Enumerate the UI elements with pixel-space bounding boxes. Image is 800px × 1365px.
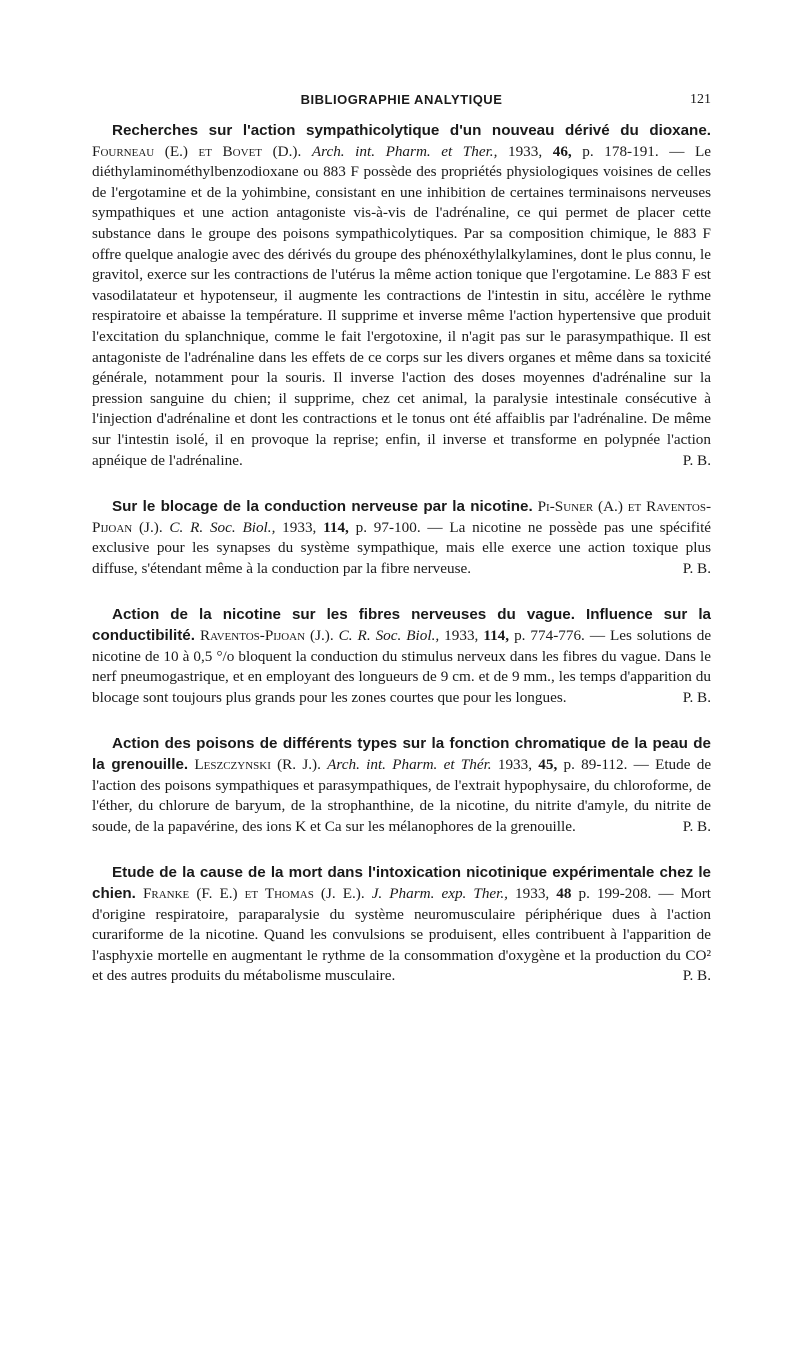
entry-journal: C. R. Soc. Biol., <box>169 518 276 536</box>
entry-authors: Pi-Suner (A.) et Raventos-Pijoan (J.). <box>92 498 711 536</box>
running-title: BIBLIOGRAPHIE ANALYTIQUE <box>300 92 503 107</box>
entry-journal: C. R. Soc. Biol., <box>338 627 440 645</box>
bibliography-entry <box>92 734 711 837</box>
entry-authors: Franke (F. E.) et Thomas (J. E.). <box>142 885 365 902</box>
entry-title: Etude de la cause de la mort dans l'intoxication nicotinique expérimentale chez le chien. <box>92 864 711 902</box>
entry-signature: P. B. <box>682 967 711 985</box>
entry-volume: 48 <box>556 885 572 902</box>
entry-pages: p. 774-776. — <box>514 627 606 645</box>
entry-pages: p. 97-100. — <box>355 518 443 536</box>
entry-body: Le diéthylaminométhylbenzodioxane ou 883 F possède des propriétés physiologiques voisines de celles de l'ergotamine et de la yohimbine, consistant en une inhibition de certaines terminaisons nerveuses sympathiques et une action antagoniste vis-à-vis de l'adrénaline, ce qui permet de placer cette substance dans le groupe des poisons sympathicolytiques. Par sa composition chimique, le 883 F offre quelque analogie avec des dérivés du groupe des phénoxéthylalkylamines, dont le plus connu, le gravitol, exerce sur les contractions de l'utérus la même action tonique que l'ergotamine. Le 883 F est vasodilatateur et hypotenseur, il augmente les contractions de l'intestin in situ, accélère le rythme respiratoire et abaisse la température. Il supprime et inverse même l'action hypertensive que produit l'excitation du splanchnique, comme le fait l'ergotoxine, il n'agit pas sur le parasympathique. Il est antagoniste de l'adrénaline dans les effets de ce corps sur les divers organes et même dans sa toxicité générale, notamment pour la souris. Il inverse l'action des doses moyennes d'adrénaline sur la pression sanguine du chien; il supprime, chez cet animal, la paralysie intestinale consécutive à l'injection d'adrénaline et dont les contractions et le tonus ont été affaiblis par l'adrénaline. De même sur l'intestin isolé, il en provoque la reprise; enfin, il inverse et transforme en polypnée l'action apnéique de l'adrénaline. <box>92 142 712 469</box>
entry-paragraph <box>92 734 711 837</box>
entry-signature: P. B. <box>682 559 711 577</box>
bibliography-entry <box>92 497 711 579</box>
bibliography-entry <box>92 121 711 471</box>
entry-signature: P. B. <box>682 451 711 469</box>
entry-paragraph <box>92 863 711 987</box>
entry-signature: P. B. <box>682 688 711 706</box>
entry-paragraph <box>92 497 711 579</box>
entry-journal: Arch. int. Pharm. et Thér. <box>327 756 492 774</box>
entry-journal: Arch. int. Pharm. et Ther., <box>311 142 498 160</box>
entry-year: 1933, <box>444 627 479 645</box>
entry-body: Les solutions de nicotine de 10 à 0,5 °/o bloquent la conduction du stimulus nerveux dans les fibres du vague. Dans le nerf pneumogastrique, et en employant des longueurs de 9 cm. et de 9 mm., les temps d'apparition du blocage sont toujours plus grands pour les zones courtes que pour les longues. <box>92 627 712 706</box>
entry-title: Sur le blocage de la conduction nerveuse par la nicotine. <box>112 498 533 516</box>
running-header <box>92 92 711 112</box>
entry-authors: Leszczynski (R. J.). <box>194 756 321 774</box>
entry-signature: P. B. <box>682 817 711 835</box>
entry-title: Action des poisons de différents types sur la fonction chromatique de la peau de la grenouille. <box>92 735 711 774</box>
entry-authors: Fourneau (E.) et Bovet (D.). <box>92 142 302 160</box>
entry-volume: 114, <box>483 627 510 645</box>
entry-year: 1933, <box>507 142 543 160</box>
bibliography-entry <box>92 605 711 708</box>
entry-year: 1933, <box>515 885 550 902</box>
entry-paragraph <box>92 605 711 708</box>
entry-year: 1933, <box>497 756 533 774</box>
entry-pages: p. 89-112. — <box>563 756 649 774</box>
entry-title: Recherches sur l'action sympathicolytique d'un nouveau dérivé du dioxane. <box>112 122 711 139</box>
entry-volume: 46, <box>552 142 572 160</box>
entry-journal: J. Pharm. exp. Ther., <box>371 885 508 902</box>
entry-authors: Raventos-Pijoan (J.). <box>199 627 334 645</box>
entry-body: Etude de l'action des poisons sympathiques et parasympathiques, de l'extrait hypophysaire, du chloroforme, de l'éther, du chlorure de baryum, de la strophanthine, de la nicotine, du nitrite d'amyle, du nitrite de soude, de la papavérine, des ions K et Ca sur les mélanophores de la grenouille. <box>92 756 712 835</box>
page-number: 121 <box>690 92 711 107</box>
entry-pages: p. 199-208. — <box>578 885 674 902</box>
entry-volume: 45, <box>538 756 558 774</box>
entry-year: 1933, <box>282 518 317 536</box>
entry-body: Mort d'origine respiratoire, paraparalysie du système neuromusculaire périphérique dues à l'action curariforme de la nicotine. Quand les convulsions se produisent, elles contribuent à l'apparition de l'asphyxie mortelle en augmentant le rythme de la consommation d'oxygène et la production du CO² et des autres produits du métabolisme musculaire. <box>92 885 711 985</box>
bibliography-content <box>92 121 711 1013</box>
entry-pages: p. 178-191. — <box>582 142 685 160</box>
bibliography-entry <box>92 863 711 987</box>
entry-volume: 114, <box>323 518 349 536</box>
entry-title: Action de la nicotine sur les fibres nerveuses du vague. Influence sur la conductibilité. <box>92 606 711 645</box>
entry-body: La nicotine ne possède pas une spécifité exclusive pour les synapses du système sympathique, mais elle exerce une action toxique plus diffuse, s'étendant même à la conduction par la fibre nerveuse. <box>92 518 712 577</box>
entry-paragraph <box>92 121 711 471</box>
